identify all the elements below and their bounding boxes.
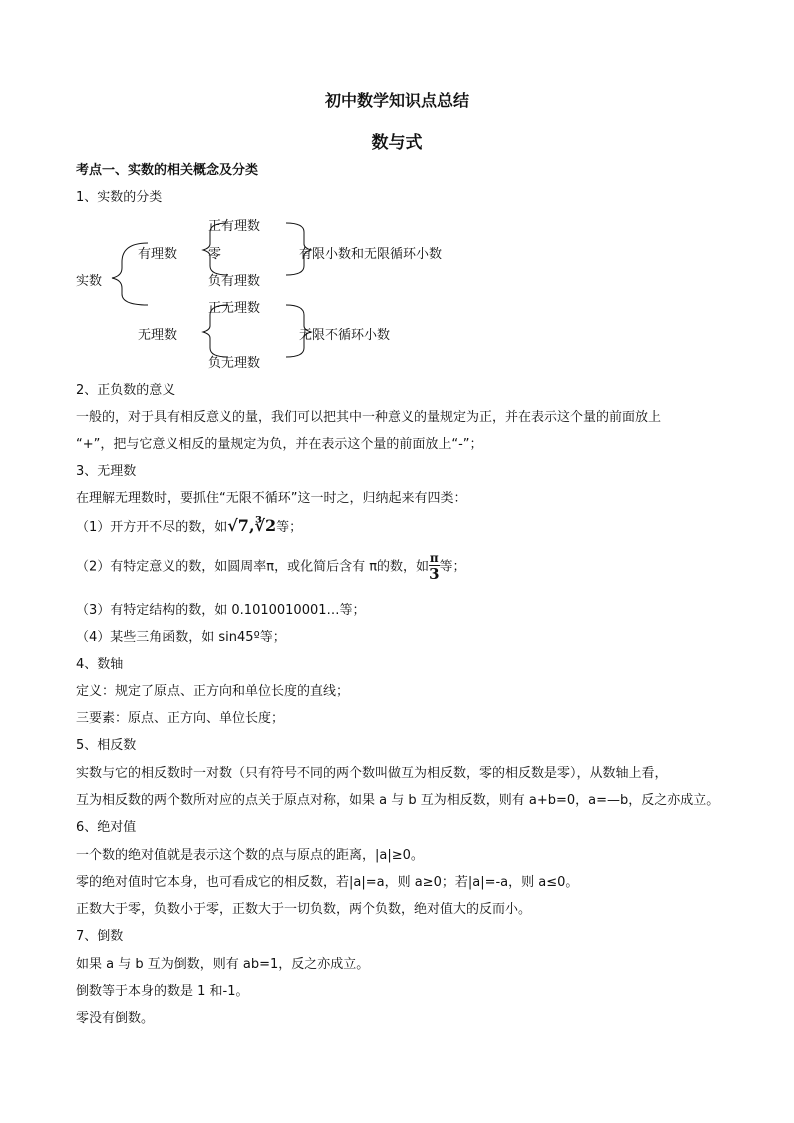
pi-over-3-fraction [429, 552, 439, 582]
tree-rational-note: 有限小数和无限循环小数 [299, 247, 443, 262]
item-heading-2: 2、正负数的意义 [76, 383, 176, 398]
fraction-denominator: 3 [429, 565, 440, 583]
document-subtitle: 数与式 [371, 133, 423, 153]
tree-braces [0, 0, 794, 380]
list-item-text: （1）开方开不尽的数，如 [76, 520, 228, 535]
paragraph: 在理解无理数时，要抓住“无限不循环”这一时之，归纳起来有四类： [76, 491, 467, 506]
item-heading-6: 6、绝对值 [76, 820, 137, 835]
fraction-numerator: π [429, 551, 439, 565]
list-item: （3）有特定结构的数，如 0.1010010001…等； [76, 603, 366, 618]
list-item: （4）某些三角函数，如 sin45º等； [76, 630, 286, 645]
tree-neg-irrational: 负无理数 [208, 356, 261, 371]
tree-pos-rational: 正有理数 [208, 219, 261, 234]
paragraph: 倒数等于本身的数是 1 和-1。 [76, 984, 249, 999]
tree-rational: 有理数 [138, 247, 178, 262]
paragraph: 互为相反数的两个数所对应的点关于原点对称，如果 a 与 b 互为相反数，则有 a+b=0，a=—b，反之亦成立。 [76, 793, 720, 808]
tree-neg-rational: 负有理数 [208, 274, 261, 289]
paragraph: 定义：规定了原点、正方向和单位长度的直线； [76, 684, 350, 699]
item-heading-5: 5、相反数 [76, 738, 137, 753]
document-title: 初中数学知识点总结 [324, 91, 469, 110]
paragraph: 如果 a 与 b 互为倒数，则有 ab=1，反之亦成立。 [76, 957, 370, 972]
paragraph: 一般的，对于具有相反意义的量，我们可以把其中一种意义的量规定为正，并在表示这个量的前面放上 [76, 410, 662, 425]
tree-pos-irrational: 正无理数 [208, 301, 261, 316]
paragraph: 正数大于零，负数小于零，正数大于一切负数，两个负数，绝对值大的反而小。 [76, 902, 532, 917]
paragraph: 实数与它的相反数时一对数（只有符号不同的两个数叫做互为相反数，零的相反数是零），从数轴上看， [76, 766, 668, 781]
list-item [76, 516, 302, 535]
list-item [76, 552, 466, 582]
cube-root-2-math: ∛2 [254, 516, 277, 535]
paragraph: 零的绝对值时它本身，也可看成它的相反数，若|a|=a，则 a≥0；若|a|=-a，则 a≤0。 [76, 875, 579, 890]
list-item-text: （2）有特定意义的数，如圆周率π，或化简后含有 π的数，如 [76, 559, 430, 575]
paragraph: 一个数的绝对值就是表示这个数的点与原点的距离，|a|≥0。 [76, 848, 424, 863]
item-heading-7: 7、倒数 [76, 929, 124, 944]
math-separator: , [248, 516, 255, 535]
list-item-text: 等； [276, 520, 303, 535]
list-item-text: 等； [439, 559, 466, 575]
paragraph: 零没有倒数。 [76, 1011, 155, 1026]
paragraph: 三要素：原点、正方向、单位长度； [76, 711, 285, 726]
sqrt-7-math: √7 [227, 516, 249, 535]
item-heading-1: 1、实数的分类 [76, 190, 163, 205]
tree-irrational: 无理数 [138, 328, 178, 343]
item-heading-4: 4、数轴 [76, 657, 124, 672]
section-heading: 考点一、实数的相关概念及分类 [76, 163, 259, 178]
item-heading-3: 3、无理数 [76, 464, 137, 479]
tree-irrational-note: 无限不循环小数 [299, 328, 391, 343]
tree-zero: 零 [208, 247, 222, 262]
tree-root: 实数 [76, 274, 103, 289]
paragraph: “+”，把与它意义相反的量规定为负，并在表示这个量的前面放上“-”； [76, 437, 483, 452]
